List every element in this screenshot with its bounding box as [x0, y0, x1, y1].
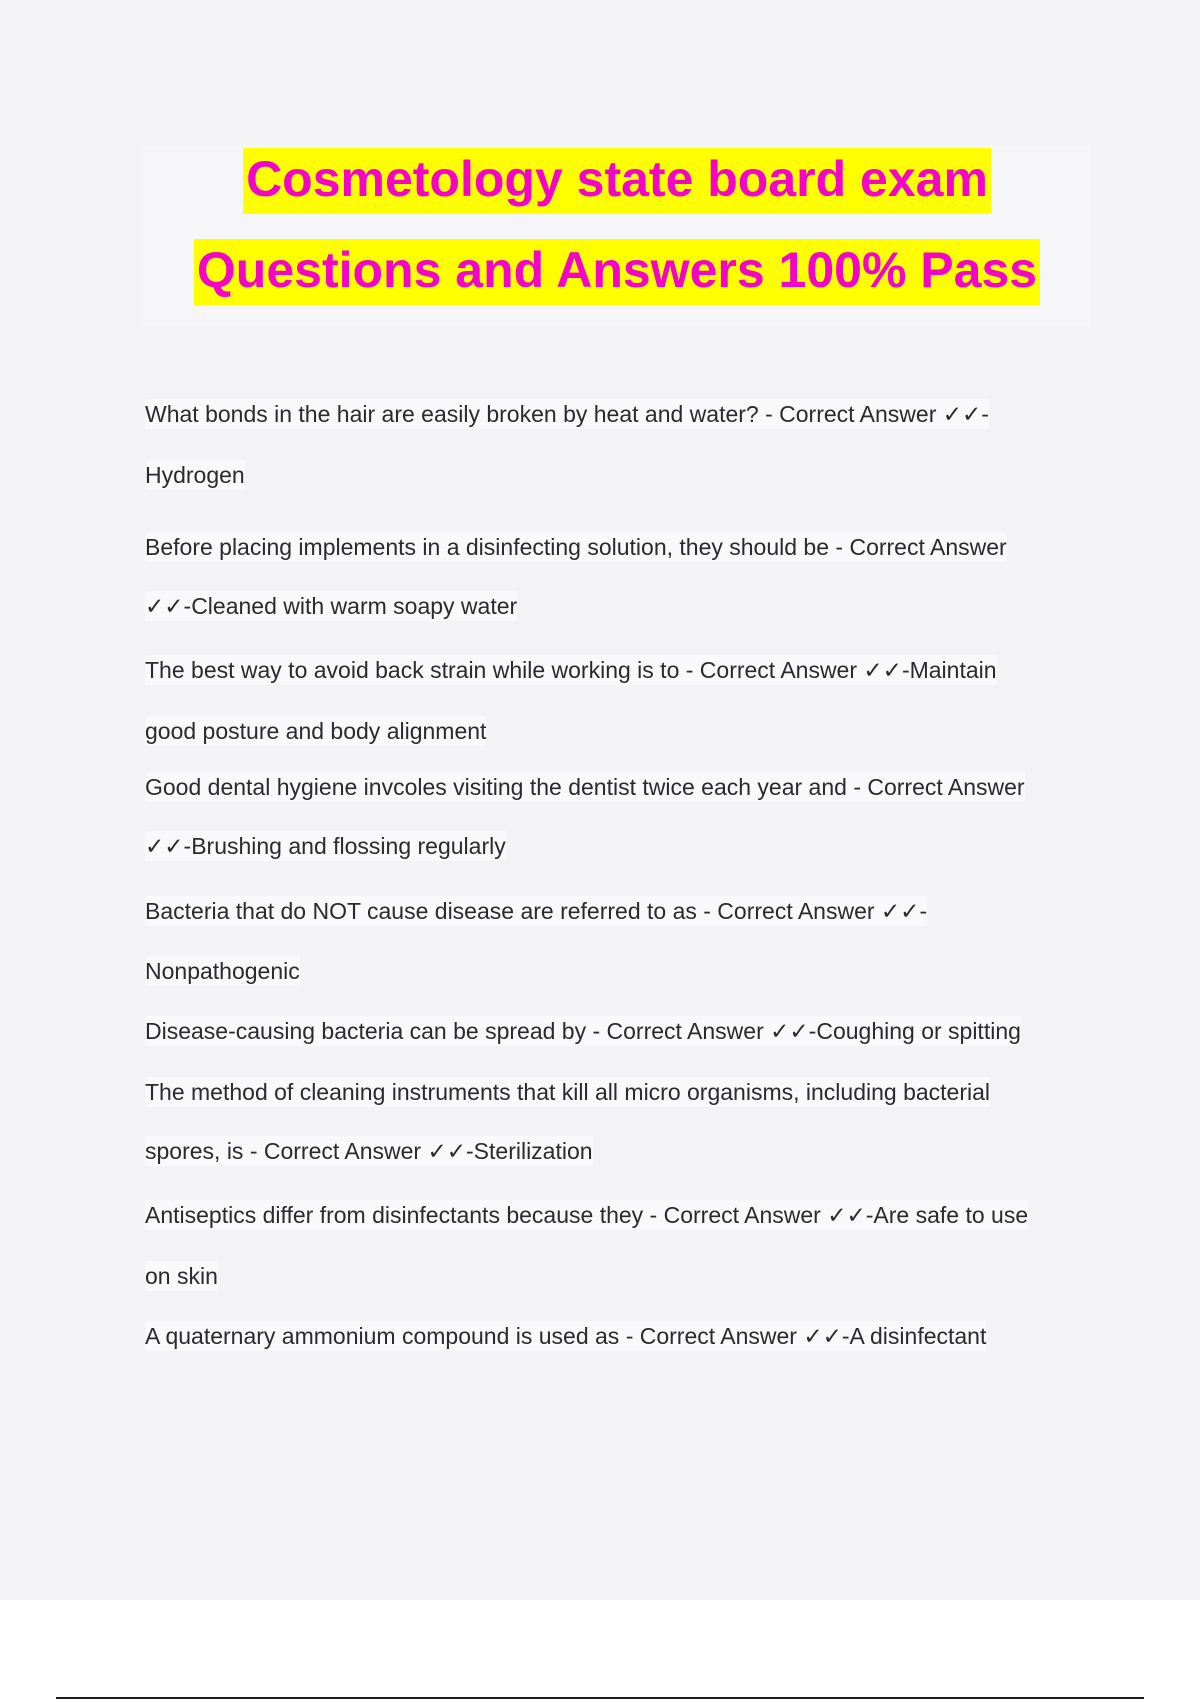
- qa-line: Hydrogen: [145, 462, 245, 488]
- qa-line: spores, is - Correct Answer ✓✓-Sterilization: [145, 1138, 593, 1164]
- qa-line: Good dental hygiene invcoles visiting the dentist twice each year and - Correct Answer: [145, 774, 1025, 800]
- footer-divider: [56, 1697, 1144, 1699]
- qa-line: The method of cleaning instruments that kill all micro organisms, including bacterial: [145, 1079, 991, 1105]
- qa-line: Disease-causing bacteria can be spread by - Correct Answer ✓✓-Coughing or spitting: [145, 1018, 1021, 1044]
- qa-line: ✓✓-Brushing and flossing regularly: [145, 833, 506, 859]
- qa-line: ✓✓-Cleaned with warm soapy water: [145, 593, 518, 619]
- qa-line: Before placing implements in a disinfecting solution, they should be - Correct Answer: [145, 534, 1007, 560]
- qa-line: The best way to avoid back strain while working is to - Correct Answer ✓✓-Maintain: [145, 657, 997, 683]
- qa-line: Antiseptics differ from disinfectants because they - Correct Answer ✓✓-Are safe to use: [145, 1202, 1029, 1228]
- qa-line: good posture and body alignment: [145, 718, 487, 744]
- qa-line: on skin: [145, 1263, 218, 1289]
- page-title-line-1: Cosmetology state board exam: [243, 148, 991, 214]
- page-title-line-2: Questions and Answers 100% Pass: [194, 239, 1040, 305]
- title-block: [143, 145, 1091, 327]
- qa-line: Bacteria that do NOT cause disease are referred to as - Correct Answer ✓✓-: [145, 898, 928, 924]
- qa-line: What bonds in the hair are easily broken by heat and water? - Correct Answer ✓✓-: [145, 401, 989, 427]
- qa-line: Nonpathogenic: [145, 958, 300, 984]
- qa-line: A quaternary ammonium compound is used as - Correct Answer ✓✓-A disinfectant: [145, 1323, 987, 1349]
